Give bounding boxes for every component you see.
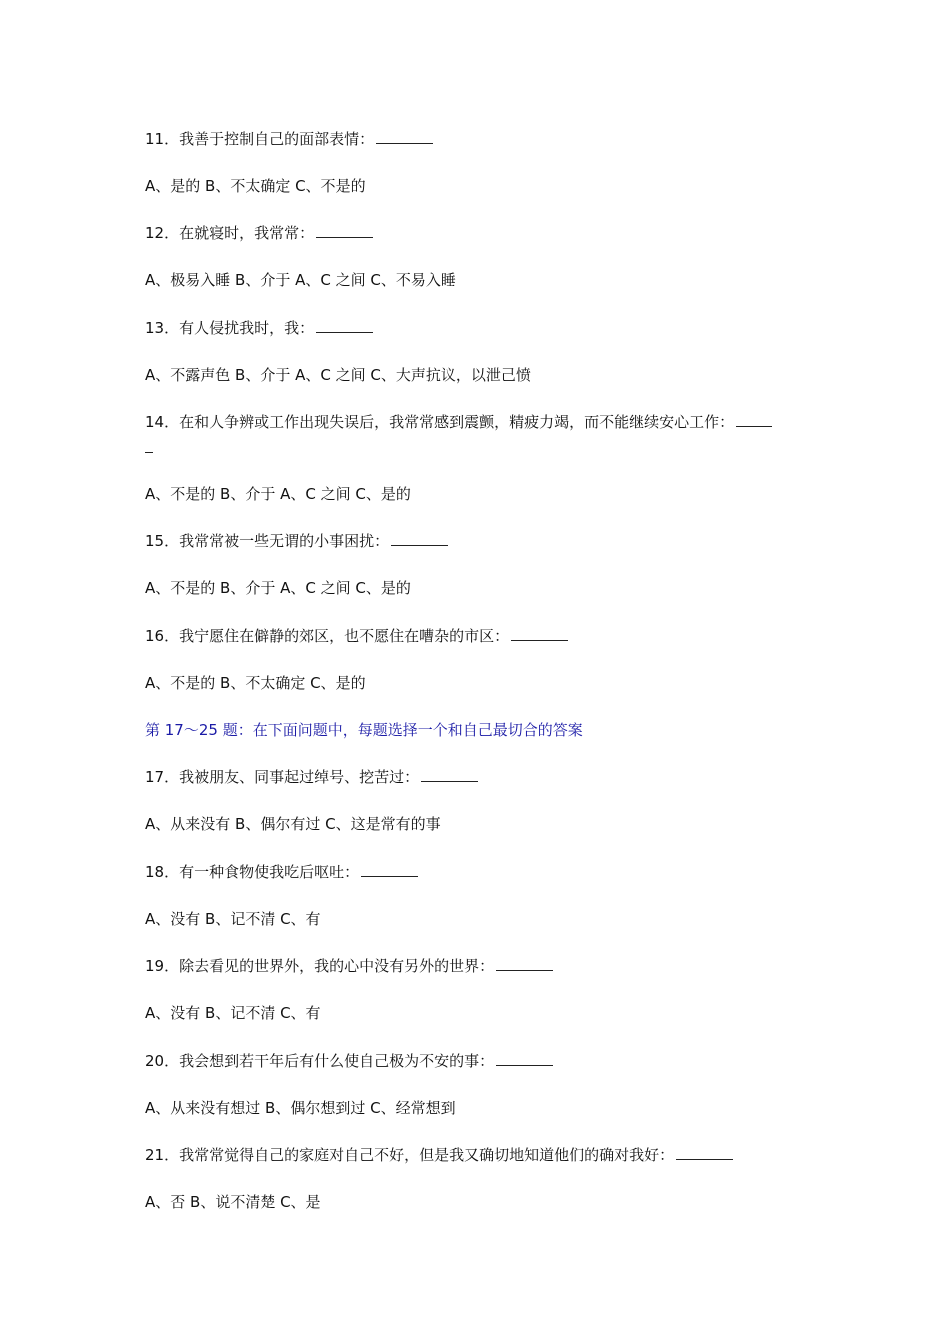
question-text: 13．有人侵扰我时，我： xyxy=(145,319,315,337)
question-text: 18．有一种食物使我吃后呕吐： xyxy=(145,863,360,881)
question-text: 14．在和人争辨或工作出现失误后，我常常感到震颤，精疲力竭，而不能继续安心工作： xyxy=(145,413,735,431)
answer-blank[interactable] xyxy=(496,1051,553,1066)
options-18: A、没有 B、记不清 C、有 xyxy=(145,910,321,928)
question-18 xyxy=(145,862,418,882)
question-text: 15．我常常被一些无谓的小事困扰： xyxy=(145,532,390,550)
options-13: A、不露声色 B、介于 A、C 之间 C、大声抗议，以泄己愤 xyxy=(145,366,531,384)
answer-blank[interactable] xyxy=(736,412,772,427)
question-20 xyxy=(145,1051,553,1071)
options-16: A、不是的 B、不太确定 C、是的 xyxy=(145,674,366,692)
options-19: A、没有 B、记不清 C、有 xyxy=(145,1004,321,1022)
options-11: A、是的 B、不太确定 C、不是的 xyxy=(145,177,366,195)
question-16 xyxy=(145,626,568,646)
question-19 xyxy=(145,956,553,976)
answer-blank[interactable] xyxy=(496,956,553,971)
answer-blank[interactable] xyxy=(316,223,373,238)
options-17: A、从来没有 B、偶尔有过 C、这是常有的事 xyxy=(145,815,441,833)
question-text: 12．在就寝时，我常常： xyxy=(145,224,315,242)
options-15: A、不是的 B、介于 A、C 之间 C、是的 xyxy=(145,579,411,597)
answer-blank-continuation xyxy=(145,440,153,453)
question-text: 20．我会想到若干年后有什么使自己极为不安的事： xyxy=(145,1052,495,1070)
question-14 xyxy=(145,412,772,432)
answer-blank[interactable] xyxy=(421,767,478,782)
answer-blank[interactable] xyxy=(361,862,418,877)
question-text: 19．除去看见的世界外，我的心中没有另外的世界： xyxy=(145,957,495,975)
answer-blank[interactable] xyxy=(511,626,568,641)
answer-blank[interactable] xyxy=(676,1145,733,1160)
question-12 xyxy=(145,223,373,243)
options-20: A、从来没有想过 B、偶尔想到过 C、经常想到 xyxy=(145,1099,456,1117)
options-12: A、极易入睡 B、介于 A、C 之间 C、不易入睡 xyxy=(145,271,456,289)
question-text: 16．我宁愿住在僻静的郊区，也不愿住在嘈杂的市区： xyxy=(145,627,510,645)
answer-blank[interactable] xyxy=(316,318,373,333)
question-13 xyxy=(145,318,373,338)
question-11 xyxy=(145,129,433,149)
question-text: 21．我常常觉得自己的家庭对自己不好，但是我又确切地知道他们的确对我好： xyxy=(145,1146,675,1164)
answer-blank[interactable] xyxy=(391,531,448,546)
question-15 xyxy=(145,531,448,551)
options-14: A、不是的 B、介于 A、C 之间 C、是的 xyxy=(145,485,411,503)
question-text: 11．我善于控制自己的面部表情： xyxy=(145,130,375,148)
answer-blank[interactable] xyxy=(376,129,433,144)
question-21 xyxy=(145,1145,733,1165)
question-17 xyxy=(145,767,478,787)
options-21: A、否 B、说不清楚 C、是 xyxy=(145,1193,321,1211)
section-heading: 第 17～25 题：在下面问题中，每题选择一个和自己最切合的答案 xyxy=(145,721,583,739)
question-text: 17．我被朋友、同事起过绰号、挖苦过： xyxy=(145,768,420,786)
